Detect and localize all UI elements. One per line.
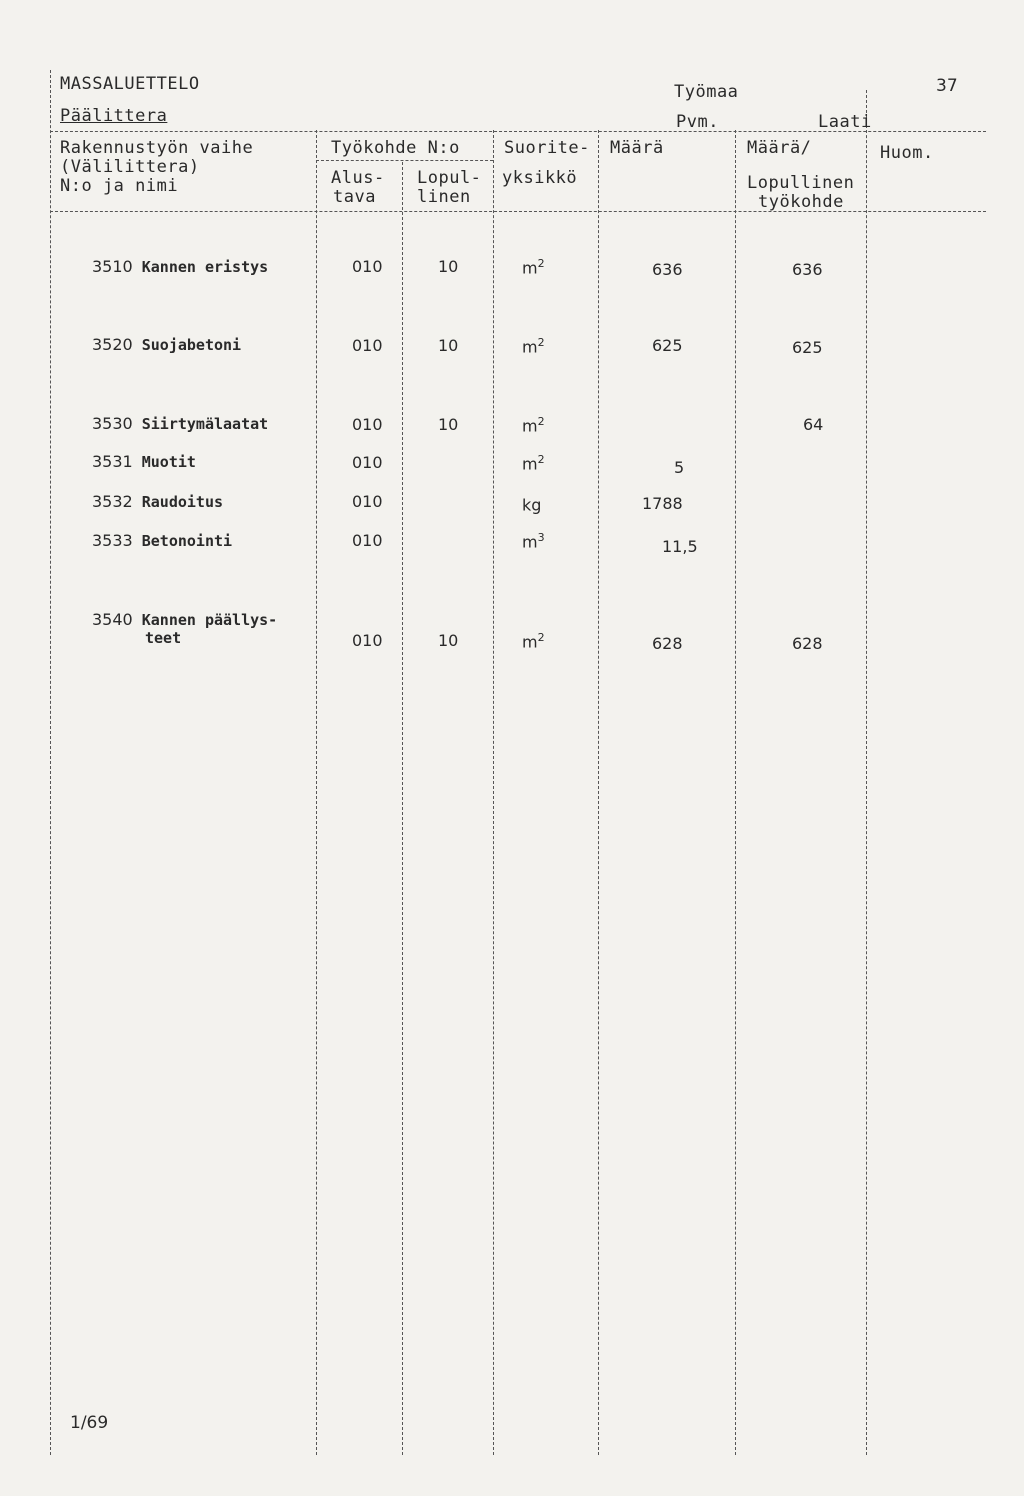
date-label: Pvm. bbox=[676, 112, 719, 132]
row-qty: 636 bbox=[652, 260, 683, 279]
row-unit: $m^2$ bbox=[522, 631, 545, 652]
header-phase-line1: Rakennustyön vaihe bbox=[60, 138, 254, 158]
header-prelim-line2: tava bbox=[333, 187, 376, 207]
row-qty: 1788 bbox=[642, 494, 683, 513]
row-prelim: 010 bbox=[352, 531, 383, 550]
row-qty: 625 bbox=[652, 336, 683, 355]
row-code: 3540 bbox=[92, 610, 133, 629]
row-qty-final: 628 bbox=[792, 634, 823, 653]
site-label: Työmaa bbox=[674, 82, 739, 102]
row-final: 10 bbox=[438, 257, 459, 276]
col-rule-phase bbox=[316, 130, 317, 1455]
row-code: 3533 bbox=[92, 531, 133, 550]
document-subtitle: Päälittera bbox=[60, 106, 168, 126]
col-rule-final bbox=[493, 130, 494, 1455]
page-number: 37 bbox=[936, 76, 958, 96]
row-name: Betonointi bbox=[141, 532, 233, 550]
row-name: Suojabetoni bbox=[141, 336, 242, 354]
header-qty-final-line1: Määrä/ bbox=[747, 138, 812, 158]
unit-exponent: 2 bbox=[537, 631, 545, 644]
row-code: 3531 bbox=[92, 452, 133, 471]
row-unit: $m^2$ bbox=[522, 415, 545, 436]
row-name: Muotit bbox=[141, 453, 196, 471]
row-unit: $m^2$ bbox=[522, 336, 545, 357]
unit-exponent: 3 bbox=[537, 531, 545, 544]
unit-exponent: 2 bbox=[537, 415, 545, 428]
row-prelim: 010 bbox=[352, 453, 383, 472]
header-quantity: Määrä bbox=[610, 138, 664, 158]
row-prelim: 010 bbox=[352, 631, 383, 650]
row-code: 3520 bbox=[92, 335, 133, 354]
row-qty: 11,5 bbox=[662, 537, 698, 556]
row-unit: kg bbox=[522, 495, 542, 515]
row-code: 3530 bbox=[92, 414, 133, 433]
col-rule-unit bbox=[598, 130, 599, 1455]
work-item-subrule bbox=[316, 160, 493, 161]
author-label: Laati bbox=[818, 112, 872, 132]
header-work-item: Työkohde N:o bbox=[331, 138, 460, 158]
footer-code: 1/69 bbox=[70, 1413, 109, 1433]
header-unit-line2: yksikkö bbox=[502, 168, 578, 188]
row-unit: $m^2$ bbox=[522, 257, 545, 278]
unit-exponent: 2 bbox=[537, 453, 545, 466]
header-final-line2: linen bbox=[417, 187, 471, 207]
row-unit: $m^3$ bbox=[522, 531, 545, 552]
header-final-line1: Lopul- bbox=[417, 168, 482, 188]
document-title: MASSALUETTELO bbox=[60, 74, 200, 94]
unit-exponent: 2 bbox=[537, 336, 545, 349]
row-final: 10 bbox=[438, 415, 459, 434]
left-margin-rule bbox=[50, 70, 51, 1455]
header-unit-line1: Suorite- bbox=[504, 138, 590, 158]
row-name: Kannen päällys- bbox=[141, 611, 278, 629]
row-name: Siirtymälaatat bbox=[141, 415, 269, 433]
row-qty-final: 636 bbox=[792, 260, 823, 279]
header-phase-line3: N:o ja nimi bbox=[60, 176, 179, 196]
row-qty-final: 64 bbox=[803, 415, 824, 434]
header-qty-final-line3: työkohde bbox=[758, 192, 844, 212]
row-code: 3532 bbox=[92, 492, 133, 511]
row-qty: 628 bbox=[652, 634, 683, 653]
row-final: 10 bbox=[438, 336, 459, 355]
row-prelim: 010 bbox=[352, 492, 383, 511]
col-rule-prelim bbox=[402, 162, 403, 1455]
row-unit: $m^2$ bbox=[522, 453, 545, 474]
row-prelim: 010 bbox=[352, 257, 383, 276]
row-name: Kannen eristys bbox=[141, 258, 269, 276]
row-qty: 5 bbox=[674, 458, 685, 477]
row-prelim: 010 bbox=[352, 336, 383, 355]
unit-exponent: 2 bbox=[537, 257, 545, 270]
header-prelim-line1: Alus- bbox=[331, 168, 385, 188]
row-qty-final: 625 bbox=[792, 338, 823, 357]
row-final: 10 bbox=[438, 631, 459, 650]
col-rule-qty-final bbox=[866, 90, 867, 1455]
row-name: Raudoitus bbox=[141, 493, 224, 511]
row-name-continued: teet bbox=[145, 629, 182, 647]
header-qty-final-line2: Lopullinen bbox=[747, 173, 855, 193]
col-rule-qty bbox=[735, 130, 736, 1455]
row-code: 3510 bbox=[92, 257, 133, 276]
header-bottom-rule bbox=[50, 211, 986, 212]
header-phase-line2: (Välilittera) bbox=[60, 157, 200, 177]
header-remarks: Huom. bbox=[880, 143, 934, 163]
row-prelim: 010 bbox=[352, 415, 383, 434]
